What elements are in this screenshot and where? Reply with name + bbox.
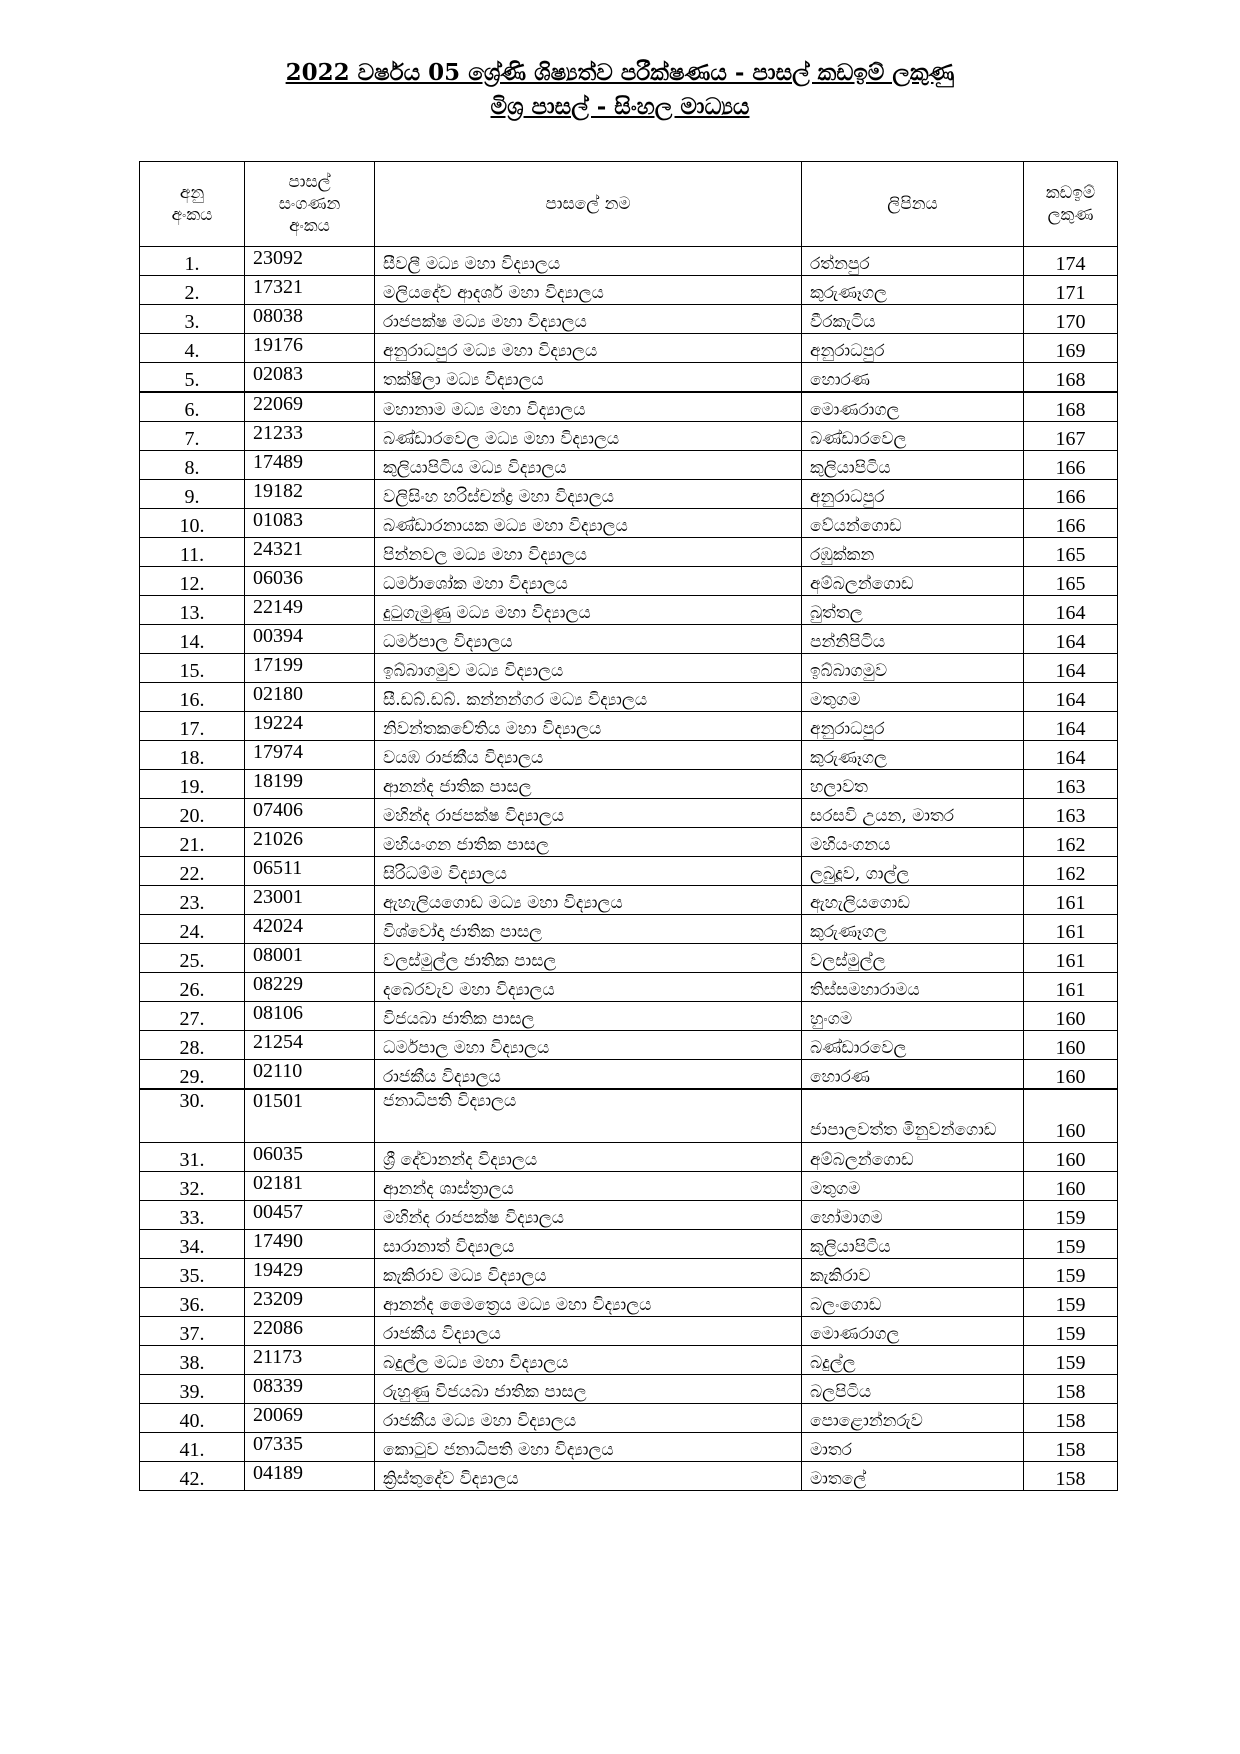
row-school-name: විජයබා ජාතික පාසල [375,1002,802,1031]
row-school-name: වලස්මුල්ල ජාතික පාසල [375,944,802,973]
row-index: 7. [140,422,245,451]
row-school-name: ආනන්ද ශාස්ත්‍රාලය [375,1172,802,1201]
row-index: 12. [140,567,245,596]
row-cutoff-mark: 161 [1024,944,1118,973]
table-header-row [140,162,1118,247]
document-title: 2022 වර්ෂය 05 ශ්‍රේණි ශිෂ්‍යත්ව පරීක්ෂණය - පාසල් කඩඉම් ලකුණු [285,59,955,86]
row-school-name: දුටුගැමුණු මධ්‍ය මහා විද්‍යාලය [375,596,802,625]
row-index: 31. [140,1143,245,1172]
row-index: 2. [140,276,245,305]
row-school-name: ශ්‍රී දේවානන්ද විද්‍යාලය [375,1143,802,1172]
table-row [140,1288,1118,1317]
row-school-name: විශ්වෝදා ජාතික පාසල [375,915,802,944]
row-cutoff-mark: 174 [1024,247,1118,276]
row-index: 3. [140,305,245,334]
row-address: වීරකැටිය [802,305,1024,334]
row-school-name: අනුරාධපුර මධ්‍ය මහා විද්‍යාලය [375,334,802,363]
table-row [140,363,1118,393]
row-school-name: කොටුව ජනාධිපති මහා විද්‍යාලය [375,1433,802,1462]
table-row [140,1172,1118,1201]
row-school-code: 17489 [245,451,375,480]
row-school-code: 23092 [245,247,375,276]
row-school-name: රාජකීය විද්‍යාලය [375,1060,802,1090]
table-row [140,973,1118,1002]
row-address: කුරුණෑගල [802,276,1024,305]
row-address: හොරණ [802,363,1024,393]
table-row [140,1404,1118,1433]
row-address: අම්බලන්ගොඩ [802,567,1024,596]
row-address: කැකිරාව [802,1259,1024,1288]
row-school-code: 04189 [245,1462,375,1491]
row-address: මතුගම [802,683,1024,712]
row-school-code: 17974 [245,741,375,770]
row-school-code: 06036 [245,567,375,596]
row-index: 20. [140,799,245,828]
row-address: වේයන්ගොඩ [802,509,1024,538]
row-index: 15. [140,654,245,683]
row-school-name: දබෙරවැව මහා විද්‍යාලය [375,973,802,1002]
row-cutoff-mark: 164 [1024,712,1118,741]
row-cutoff-mark: 160 [1024,1060,1118,1090]
table-row [140,1201,1118,1230]
row-index: 22. [140,857,245,886]
row-school-code: 02181 [245,1172,375,1201]
table-row [140,422,1118,451]
row-cutoff-mark: 171 [1024,276,1118,305]
row-school-name: ධර්මාශෝක මහා විද්‍යාලය [375,567,802,596]
row-school-code: 21233 [245,422,375,451]
row-school-name: මලියදේව ආදර්ශ මහා විද්‍යාලය [375,276,802,305]
row-school-name: ආනන්ද ජාතික පාසල [375,770,802,799]
table-row [140,305,1118,334]
table-row [140,451,1118,480]
row-address: කුරුණෑගල [802,741,1024,770]
table-row [140,1089,1118,1143]
row-address: මොණරාගල [802,1317,1024,1346]
row-address: බදුල්ල [802,1346,1024,1375]
row-index: 13. [140,596,245,625]
row-school-code: 02083 [245,363,375,393]
row-cutoff-mark: 165 [1024,567,1118,596]
row-school-name: නිවන්තකචේතිය මහා විද්‍යාලය [375,712,802,741]
row-address: හෝමාගම [802,1201,1024,1230]
row-index: 35. [140,1259,245,1288]
row-cutoff-mark: 166 [1024,480,1118,509]
row-address: රත්නපුර [802,247,1024,276]
row-school-name: ධර්මපාල මහා විද්‍යාලය [375,1031,802,1060]
row-school-code: 08038 [245,305,375,334]
row-address: මාතර [802,1433,1024,1462]
row-address: බණ්ඩාරවෙල [802,422,1024,451]
row-cutoff-mark: 160 [1024,1089,1118,1143]
row-address: ඉබ්බාගමුව [802,654,1024,683]
row-address: කුලියාපිටිය [802,451,1024,480]
row-school-code: 20069 [245,1404,375,1433]
row-index: 27. [140,1002,245,1031]
row-cutoff-mark: 168 [1024,363,1118,393]
row-address: හුංගම [802,1002,1024,1031]
row-index: 16. [140,683,245,712]
row-school-code: 06511 [245,857,375,886]
row-cutoff-mark: 162 [1024,828,1118,857]
row-address: බුත්තල [802,596,1024,625]
row-school-code: 08229 [245,973,375,1002]
row-index: 41. [140,1433,245,1462]
row-school-code: 19182 [245,480,375,509]
row-school-code: 08001 [245,944,375,973]
row-school-name: රුහුණු විජයබා ජාතික පාසල [375,1375,802,1404]
row-index: 29. [140,1060,245,1090]
row-cutoff-mark: 159 [1024,1346,1118,1375]
table-row [140,1375,1118,1404]
row-index: 4. [140,334,245,363]
row-cutoff-mark: 160 [1024,1143,1118,1172]
row-index: 38. [140,1346,245,1375]
row-index: 32. [140,1172,245,1201]
row-school-code: 22149 [245,596,375,625]
row-index: 9. [140,480,245,509]
row-address: ලබුදූව, ගාල්ල [802,857,1024,886]
row-school-code: 21026 [245,828,375,857]
row-index: 23. [140,886,245,915]
row-address: කුරුණෑගල [802,915,1024,944]
row-index: 1. [140,247,245,276]
row-address: හලාවත [802,770,1024,799]
table-row [140,944,1118,973]
row-school-code: 19224 [245,712,375,741]
row-school-code: 18199 [245,770,375,799]
column-header-school-name: පාසලේ නම [375,162,802,247]
row-cutoff-mark: 164 [1024,654,1118,683]
row-index: 28. [140,1031,245,1060]
table-row [140,1060,1118,1090]
row-school-name: වලිසිංහ හරිස්චන්ද්‍ර මහා විද්‍යාලය [375,480,802,509]
row-index: 18. [140,741,245,770]
table-row [140,538,1118,567]
row-address: බලපිටිය [802,1375,1024,1404]
table-row [140,334,1118,363]
table-row [140,480,1118,509]
row-cutoff-mark: 160 [1024,1031,1118,1060]
row-school-name: බණ්ඩාරවෙල මධ්‍ය මහා විද්‍යාලය [375,422,802,451]
row-school-code: 08339 [245,1375,375,1404]
row-cutoff-mark: 159 [1024,1201,1118,1230]
table-row [140,712,1118,741]
table-row [140,1143,1118,1172]
row-cutoff-mark: 168 [1024,392,1118,422]
row-cutoff-mark: 164 [1024,683,1118,712]
row-school-code: 07406 [245,799,375,828]
row-cutoff-mark: 163 [1024,799,1118,828]
row-school-code: 17199 [245,654,375,683]
row-school-code: 01083 [245,509,375,538]
table-row [140,392,1118,422]
row-address: අනුරාධපුර [802,480,1024,509]
row-cutoff-mark: 160 [1024,1172,1118,1201]
document-header [0,56,1240,124]
table-row [140,741,1118,770]
row-address: මාතලේ [802,1462,1024,1491]
row-cutoff-mark: 161 [1024,886,1118,915]
row-school-code: 19176 [245,334,375,363]
table-row [140,1259,1118,1288]
row-cutoff-mark: 164 [1024,741,1118,770]
row-address: කුලියාපිටිය [802,1230,1024,1259]
table-row [140,596,1118,625]
row-index: 37. [140,1317,245,1346]
row-school-name: කුලියාපිටිය මධ්‍ය විද්‍යාලය [375,451,802,480]
row-address: සරසවි උයන, මාතර [802,799,1024,828]
table-row [140,276,1118,305]
row-school-name: සිරිධම්ම විද්‍යාලය [375,857,802,886]
row-school-code: 02110 [245,1060,375,1090]
table-row [140,625,1118,654]
row-school-code: 00394 [245,625,375,654]
row-index: 39. [140,1375,245,1404]
row-school-name: මහියංගන ජාතික පාසල [375,828,802,857]
row-school-code: 08106 [245,1002,375,1031]
row-school-name: මහානාම මධ්‍ය මහා විද්‍යාලය [375,392,802,422]
row-school-name: තක්ෂිලා මධ්‍ය විද්‍යාලය [375,363,802,393]
row-cutoff-mark: 164 [1024,596,1118,625]
row-index: 36. [140,1288,245,1317]
row-index: 17. [140,712,245,741]
row-cutoff-mark: 162 [1024,857,1118,886]
table-row [140,683,1118,712]
column-header-address: ලිපිනය [802,162,1024,247]
row-address: තිස්සමහාරාමය [802,973,1024,1002]
table-row [140,915,1118,944]
row-cutoff-mark: 161 [1024,915,1118,944]
table-row [140,828,1118,857]
row-index: 30. [140,1089,245,1143]
row-index: 40. [140,1404,245,1433]
row-address: වලස්මුල්ල [802,944,1024,973]
row-school-code: 23001 [245,886,375,915]
row-address: බලංගොඩ [802,1288,1024,1317]
row-cutoff-mark: 160 [1024,1002,1118,1031]
row-school-name: කැකිරාව මධ්‍ය විද්‍යාලය [375,1259,802,1288]
row-school-name: රාජකීය මධ්‍ය මහා විද්‍යාලය [375,1404,802,1433]
table-row [140,1433,1118,1462]
row-school-code: 23209 [245,1288,375,1317]
table-row [140,1462,1118,1491]
row-address: ජාපාලවත්ත මිනුවන්ගොඩ [802,1089,1024,1143]
row-address: පන්නිපිටිය [802,625,1024,654]
row-school-name: ජනාධිපති විද්‍යාලය [375,1089,802,1143]
row-cutoff-mark: 159 [1024,1259,1118,1288]
table-row [140,1031,1118,1060]
row-cutoff-mark: 159 [1024,1230,1118,1259]
row-school-name: බණ්ඩාරනායක මධ්‍ය මහා විද්‍යාලය [375,509,802,538]
row-school-name: රාජකීය විද්‍යාලය [375,1317,802,1346]
row-index: 10. [140,509,245,538]
row-school-name: මහින්ද රාජපක්ෂ විද්‍යාලය [375,1201,802,1230]
row-index: 14. [140,625,245,654]
row-school-code: 22069 [245,392,375,422]
table-row [140,567,1118,596]
table-row [140,1317,1118,1346]
row-index: 34. [140,1230,245,1259]
row-index: 6. [140,392,245,422]
row-school-name: මහින්ද රාජපක්ෂ විද්‍යාලය [375,799,802,828]
row-school-name: ඉබ්බාගමුව මධ්‍ය විද්‍යාලය [375,654,802,683]
row-school-name: රාජපක්ෂ මධ්‍ය මහා විද්‍යාලය [375,305,802,334]
row-index: 5. [140,363,245,393]
row-school-name: ආනන්ද මෛත්‍රෙය මධ්‍ය මහා විද්‍යාලය [375,1288,802,1317]
row-index: 24. [140,915,245,944]
table-row [140,1002,1118,1031]
table-row [140,799,1118,828]
row-school-name: ඇහැලියගොඩ මධ්‍ය මහා විද්‍යාලය [375,886,802,915]
row-cutoff-mark: 169 [1024,334,1118,363]
row-school-code: 24321 [245,538,375,567]
row-address: මතුගම [802,1172,1024,1201]
row-cutoff-mark: 159 [1024,1317,1118,1346]
row-index: 19. [140,770,245,799]
cutoff-marks-table [139,161,1118,1491]
row-cutoff-mark: 159 [1024,1288,1118,1317]
row-school-name: බදුල්ල මධ්‍ය මහා විද්‍යාලය [375,1346,802,1375]
row-index: 11. [140,538,245,567]
row-cutoff-mark: 161 [1024,973,1118,1002]
row-address: පොළොන්නරුව [802,1404,1024,1433]
row-school-name: පින්නවල මධ්‍ය මහා විද්‍යාලය [375,538,802,567]
row-cutoff-mark: 164 [1024,625,1118,654]
row-school-name: සී.ඩබ්.ඩබ්. කන්නන්ගර මධ්‍ය විද්‍යාලය [375,683,802,712]
row-school-code: 17490 [245,1230,375,1259]
row-cutoff-mark: 163 [1024,770,1118,799]
row-cutoff-mark: 167 [1024,422,1118,451]
row-address: අනුරාධපුර [802,712,1024,741]
table-row [140,886,1118,915]
row-school-code: 17321 [245,276,375,305]
row-school-code: 22086 [245,1317,375,1346]
row-cutoff-mark: 165 [1024,538,1118,567]
row-address: අම්බලන්ගොඩ [802,1143,1024,1172]
table-body [140,247,1118,1491]
row-address: බණ්ඩාරවෙල [802,1031,1024,1060]
table-row [140,857,1118,886]
row-school-code: 19429 [245,1259,375,1288]
document-subtitle: මිශ්‍ර පාසල් - සිංහල මාධ්‍යය [490,93,750,120]
row-school-name: සාරානාත් විද්‍යාලය [375,1230,802,1259]
row-address: අනුරාධපුර [802,334,1024,363]
row-school-code: 02180 [245,683,375,712]
row-index: 42. [140,1462,245,1491]
row-school-code: 42024 [245,915,375,944]
row-school-code: 00457 [245,1201,375,1230]
row-school-code: 21173 [245,1346,375,1375]
table-row [140,770,1118,799]
row-cutoff-mark: 166 [1024,509,1118,538]
row-index: 26. [140,973,245,1002]
row-cutoff-mark: 158 [1024,1375,1118,1404]
row-address: රඹුක්කන [802,538,1024,567]
row-index: 33. [140,1201,245,1230]
row-school-name: සීවලී මධ්‍ය මහා විද්‍යාලය [375,247,802,276]
row-school-code: 07335 [245,1433,375,1462]
row-school-code: 01501 [245,1089,375,1143]
row-school-code: 21254 [245,1031,375,1060]
row-cutoff-mark: 158 [1024,1433,1118,1462]
table-row [140,1230,1118,1259]
row-cutoff-mark: 158 [1024,1462,1118,1491]
column-header-school-code: පාසල් සංගණන අංකය [245,162,375,247]
row-address: මහියංගනය [802,828,1024,857]
column-header-cutoff-mark: කඩඉම් ලකුණ [1024,162,1118,247]
row-school-name: ධර්මපාල විද්‍යාලය [375,625,802,654]
table-row [140,509,1118,538]
table-row [140,247,1118,276]
row-school-name: ක්‍රිස්තුදේව විද්‍යාලය [375,1462,802,1491]
row-index: 8. [140,451,245,480]
table-row [140,654,1118,683]
row-cutoff-mark: 170 [1024,305,1118,334]
table-row [140,1346,1118,1375]
row-school-name: වයඹ රාජකීය විද්‍යාලය [375,741,802,770]
row-index: 25. [140,944,245,973]
column-header-index: අනු අංකය [140,162,245,247]
row-address: ඇහැලියගොඩ [802,886,1024,915]
row-cutoff-mark: 166 [1024,451,1118,480]
row-address: හොරණ [802,1060,1024,1090]
row-cutoff-mark: 158 [1024,1404,1118,1433]
row-index: 21. [140,828,245,857]
row-address: මොණරාගල [802,392,1024,422]
row-school-code: 06035 [245,1143,375,1172]
